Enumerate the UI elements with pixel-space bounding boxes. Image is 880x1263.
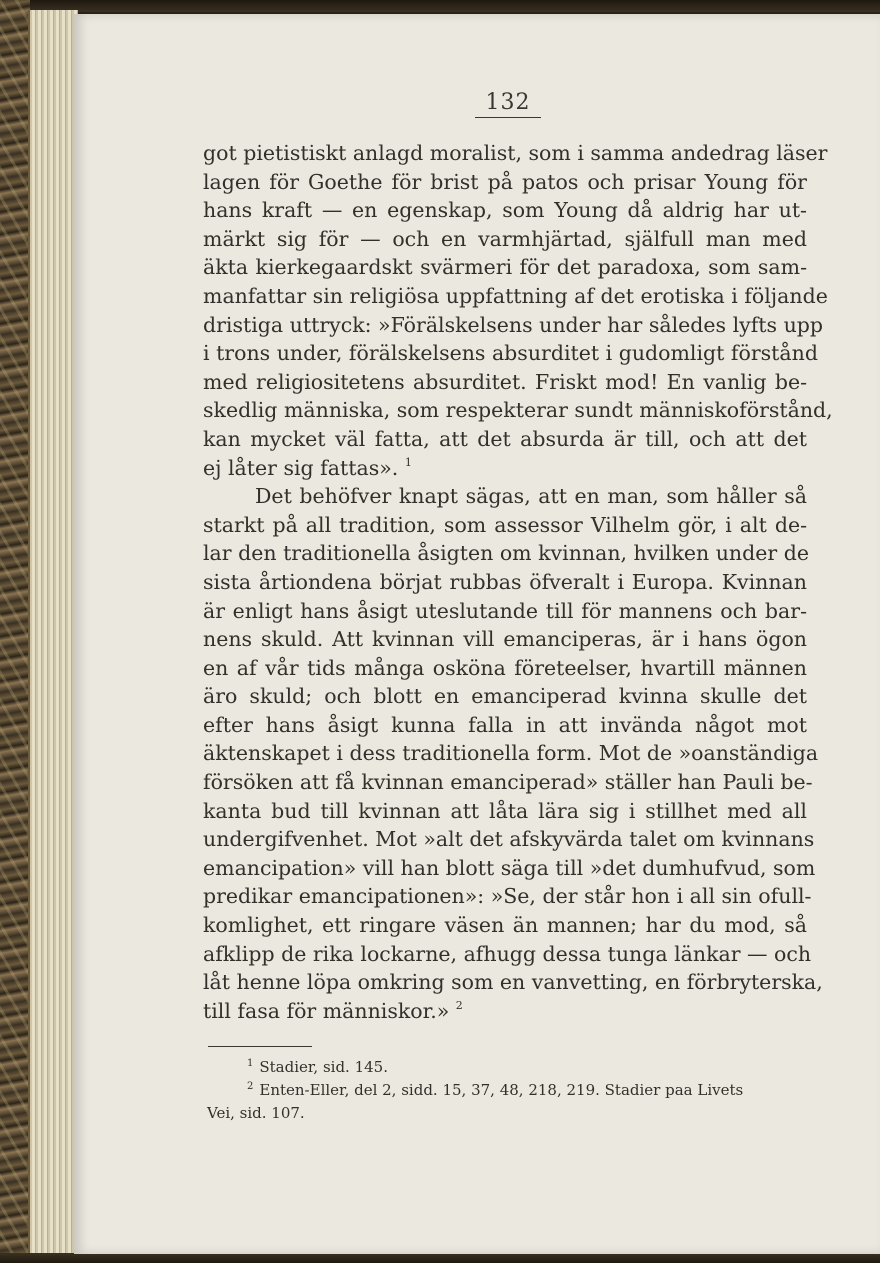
footnotes	[207, 1056, 807, 1125]
text-line: är enligt hans åsigt uteslutande till för mannens och bar-	[203, 598, 807, 623]
footnote-text: Stadier, sid. 145.	[259, 1058, 388, 1076]
text-line: kanta bud till kvinnan att låta lära sig i stillhet med all	[203, 798, 807, 823]
book-cover-edge	[0, 0, 30, 1263]
text-line: Det behöfver knapt sägas, att en man, som håller så	[255, 484, 807, 509]
footnote	[207, 1079, 807, 1102]
page-stack-edge	[28, 10, 78, 1253]
text-line: en af vår tids många osköna företeelser, hvartill männen	[203, 655, 807, 680]
text-line: efter hans åsigt kunna falla in att invända något mot	[203, 712, 807, 737]
text-line: got pietistiskt anlagd moralist, som i samma andedrag läser	[203, 141, 828, 165]
text-line: undergifvenhet. Mot »alt det afskyvärda talet om kvinnans	[203, 827, 815, 852]
text-line: i trons under, förälskelsens absurditet i gudomligt förstånd	[203, 341, 818, 366]
text-line: med religiositetens absurditet. Friskt mod! En vanlig be-	[203, 369, 807, 394]
text-line: afklipp de rika lockarne, afhugg dessa tunga länkar — och	[203, 941, 812, 966]
text-line: äktenskapet i dess traditionella form. Mot de »oanständiga	[203, 741, 819, 766]
text-line: dristiga uttryck: »Förälskelsens under har således lyfts upp	[203, 312, 824, 337]
text-line: predikar emancipationen»: »Se, der står hon i all sin ofull-	[203, 884, 812, 909]
footnote-continuation: Vei, sid. 107.	[207, 1104, 305, 1122]
text-line	[203, 997, 807, 1026]
text-line: äkta kierkegaardskt svärmeri för det paradoxa, som sam-	[203, 255, 807, 280]
text-line: lagen för Goethe för brist på patos och prisar Young för	[203, 169, 807, 194]
text-line-content: ej låter sig fattas».	[203, 455, 399, 480]
text-line	[203, 454, 807, 483]
text-line: kan mycket väl fatta, att det absurda är till, och att det	[203, 426, 807, 451]
text-line: emancipation» vill han blott säga till »det dumhufvud, som	[203, 855, 816, 880]
footnote-ref: 2	[455, 998, 463, 1012]
footnote-divider	[208, 1046, 312, 1047]
text-line: manfattar sin religiösa uppfattning af det erotiska i följande	[203, 283, 828, 308]
footnote	[207, 1056, 807, 1079]
text-line: starkt på all tradition, som assessor Vilhelm gör, i alt de-	[203, 512, 807, 537]
text-line: märkt sig för — och en varmhjärtad, själfull man med	[203, 226, 807, 251]
book-top-edge	[0, 0, 880, 12]
text-line: skedlig människa, som respekterar sundt människoförstånd,	[203, 398, 833, 423]
text-line: låt henne löpa omkring som en vanvetting, en förbryterska,	[203, 970, 823, 995]
book-bottom-edge	[0, 1253, 880, 1263]
footnote-mark: 2	[247, 1081, 254, 1092]
body-text	[203, 139, 833, 1025]
text-line: äro skuld; och blott en emanciperad kvinna skulle det	[203, 684, 807, 709]
footnote-text: Enten-Eller, del 2, sidd. 15, 37, 48, 218, 219. Stadier paa Livets	[259, 1081, 744, 1099]
text-line: nens skuld. Att kvinnan vill emanciperas, är i hans ögon	[203, 627, 807, 652]
page-number: 132	[475, 90, 541, 118]
text-line-content: till fasa för människor.»	[203, 998, 450, 1023]
text-line: komlighet, ett ringare väsen än mannen; har du mod, så	[203, 913, 807, 938]
text-line: sista årtiondena börjat rubbas öfveralt i Europa. Kvinnan	[203, 569, 807, 594]
text-line: lar den traditionella åsigten om kvinnan, hvilken under de	[203, 541, 809, 566]
footnote-mark: 1	[247, 1058, 254, 1069]
footnote-ref: 1	[404, 455, 412, 469]
text-line: försöken att få kvinnan emanciperad» ställer han Pauli be-	[203, 770, 813, 795]
text-line: hans kraft — en egenskap, som Young då aldrig har ut-	[203, 198, 807, 223]
